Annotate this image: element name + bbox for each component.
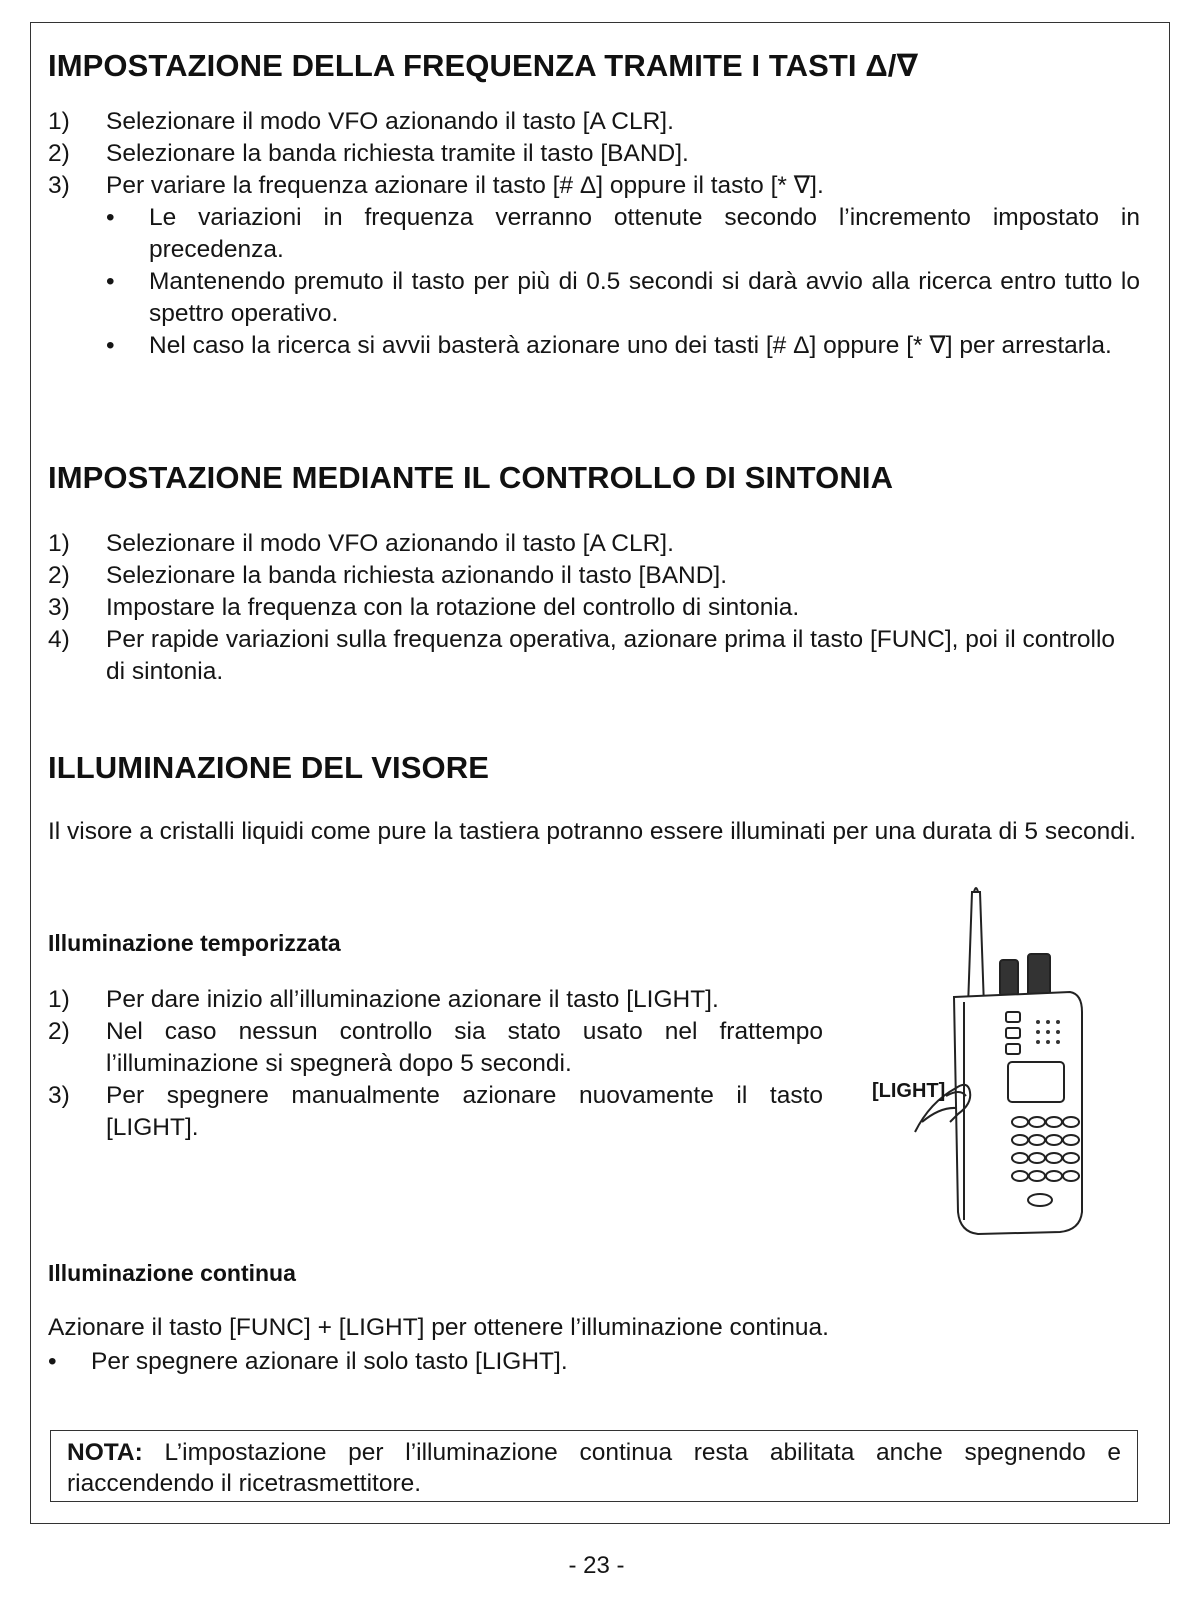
bullet-list: [48, 1346, 1140, 1378]
bullet-item: • Per spegnere azionare il solo tasto [LIGHT].: [48, 1348, 568, 1375]
page-number: - 23 -: [568, 1552, 625, 1579]
list-item: 4) Per rapide variazioni sulla frequenza operativa, azionare prima il tasto [FUNC], poi il controllo di sintonia.: [48, 626, 1116, 685]
list-item: 1) Selezionare il modo VFO azionando il tasto [A CLR].: [48, 108, 674, 135]
bullet-item: • Nel caso la ricerca si avvii basterà azionare uno dei tasti [# Δ] oppure [* ∇] per arrestarla.: [106, 332, 1112, 359]
note-box: [50, 1430, 1138, 1502]
bullet-item: • Mantenendo premuto il tasto per più di 0.5 secondi si darà avvio alla ricerca entro tutto lo spettro operativo.: [106, 268, 1140, 327]
section-title-tuning-control: IMPOSTAZIONE MEDIANTE IL CONTROLLO DI SINTONIA: [48, 460, 894, 495]
steps-list-frequency-keys: [48, 106, 1140, 362]
note-label: NOTA:: [67, 1439, 143, 1466]
list-item: 2) Selezionare la banda richiesta azionando il tasto [BAND].: [48, 562, 728, 589]
steps-list-tuning-control: [48, 528, 1140, 688]
list-item: 3) Per spegnere manualmente azionare nuovamente il tasto [LIGHT].: [48, 1082, 823, 1141]
subsection-title-continuous: Illuminazione continua: [48, 1260, 296, 1286]
list-item: 2) Selezionare la banda richiesta tramite il tasto [BAND].: [48, 140, 689, 167]
list-item: 3) Impostare la frequenza con la rotazione del controllo di sintonia.: [48, 594, 800, 621]
list-item: 1) Selezionare il modo VFO azionando il tasto [A CLR].: [48, 530, 674, 557]
list-item: 2) Nel caso nessun controllo sia stato usato nel frattempo l’illuminazione si spegnerà dopo 5 secondi.: [48, 1018, 823, 1077]
subsection-title-timed: Illuminazione temporizzata: [48, 930, 341, 956]
continuous-paragraph: Azionare il tasto [FUNC] + [LIGHT] per ottenere l’illuminazione continua.: [48, 1314, 829, 1341]
steps-list-timed: [48, 984, 823, 1144]
bullet-item: • Le variazioni in frequenza verranno ottenute secondo l’incremento impostato in precedenza.: [106, 204, 1140, 263]
list-item: 3) Per variare la frequenza azionare il tasto [# Δ] oppure il tasto [* ∇]. • Le variazioni in frequenza verranno ottenute secondo l’incremento impostato in precedenza. • Mantenendo premuto il tasto per più di 0.5 secondi si darà avvio alla ricerca entro tutto lo spettro operativo. • Nel caso la ricerca si avvii basterà azionare uno dei tasti [# Δ] oppure [* ∇] per arrestarla.: [48, 170, 1140, 362]
light-key-label: [LIGHT]: [872, 1080, 946, 1102]
bullet-list: [106, 202, 1140, 362]
radio-illustration: [860, 882, 1095, 1252]
section-title-frequency-keys: IMPOSTAZIONE DELLA FREQUENZA TRAMITE I TASTI Δ/∇: [48, 48, 919, 83]
note-text: L’impostazione per l’illuminazione continua resta abilitata anche spegnendo e riaccendendo il ricetrasmettitore.: [67, 1439, 1121, 1497]
list-item: 1) Per dare inizio all’illuminazione azionare il tasto [LIGHT].: [48, 986, 719, 1013]
intro-paragraph: Il visore a cristalli liquidi come pure la tastiera potranno essere illuminati per una durata di 5 secondi.: [48, 818, 1137, 845]
section-title-display-lighting: ILLUMINAZIONE DEL VISORE: [48, 750, 490, 785]
